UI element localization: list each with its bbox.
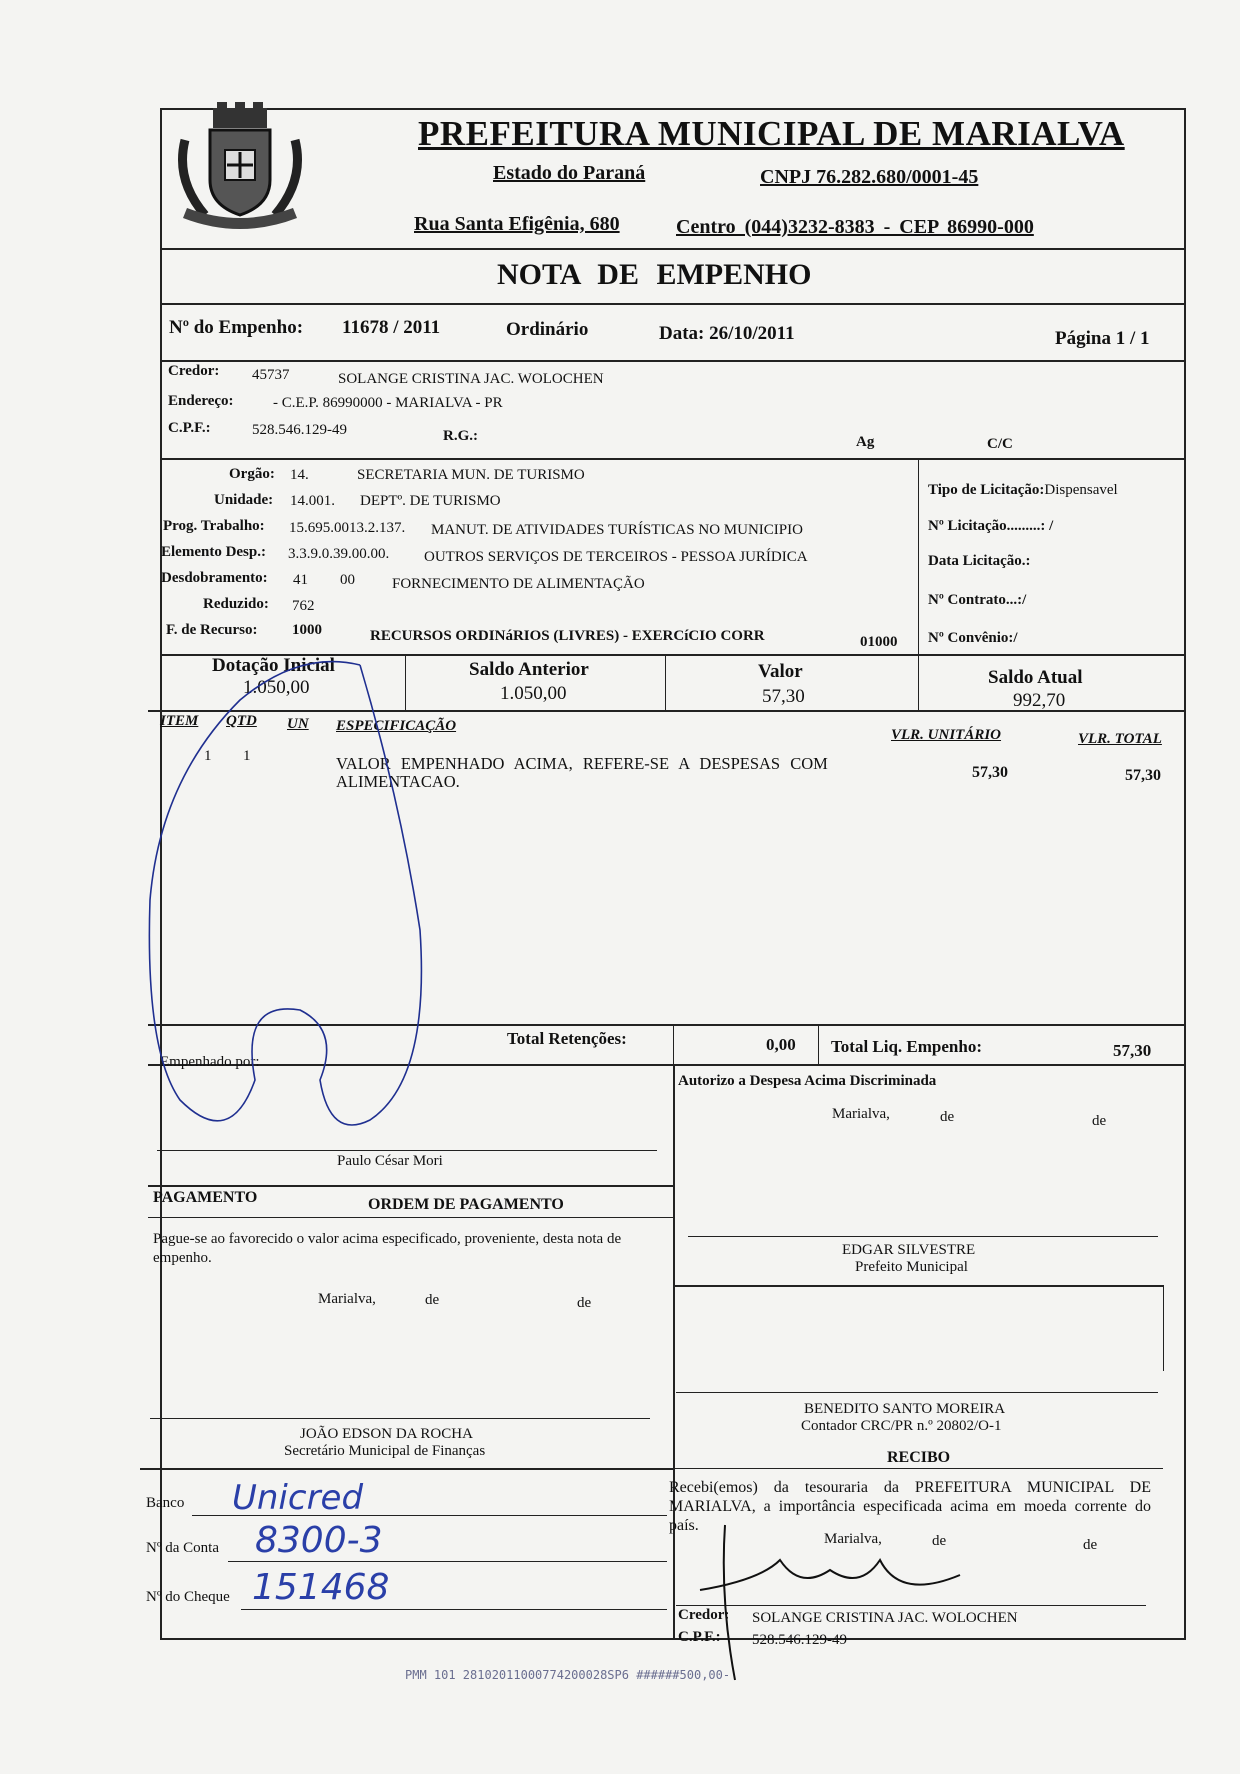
pagamento-text: Pague-se ao favorecido o valor acima especificado, proveniente, desta nota de empenho. (153, 1231, 622, 1266)
empenho-number: 11678 / 2011 (342, 317, 441, 338)
recibo-title: RECIBO (887, 1449, 951, 1466)
fonte-code: 1000 (292, 622, 322, 638)
licitacao-data: Data Licitação.: (928, 553, 1031, 569)
empenhado-por-name: Paulo César Mori (337, 1153, 443, 1169)
item-number: 1 (204, 748, 212, 764)
secretario-name: JOÃO EDSON DA ROCHA (300, 1426, 473, 1442)
street-address: Rua Santa Efigênia, 680 (414, 213, 620, 235)
elemento-code: 3.3.9.0.39.00.00. (288, 546, 390, 562)
credor-code: 45737 (252, 367, 290, 383)
prog-name: MANUT. DE ATIVIDADES TURÍSTICAS NO MUNICIPIO (431, 522, 803, 538)
recibo-de1: de (932, 1533, 947, 1549)
col-un: UN (287, 716, 309, 732)
page-number: Página 1 / 1 (1055, 328, 1150, 349)
retencoes-label: Total Retenções: (507, 1029, 627, 1048)
recibo-text: Recebi(emos) da tesouraria da PREFEITURA MUNICIPAL DE MARIALVA, a importância especificada acima em moeda corrente do país. (669, 1479, 1151, 1534)
licitacao-tipo: Tipo de Licitação:Dispensavel (928, 482, 1118, 498)
item-quantity: 1 (243, 748, 251, 764)
valor-value: 57,30 (762, 686, 805, 707)
pagamento-label: PAGAMENTO (153, 1189, 258, 1206)
orgao-code: 14. (290, 467, 309, 483)
saldo-anterior-label: Saldo Anterior (469, 659, 589, 680)
liquido-label: Total Liq. Empenho: (831, 1037, 982, 1056)
desdobramento-code: 41 (293, 572, 308, 588)
desdobramento-name: FORNECIMENTO DE ALIMENTAÇÃO (392, 576, 645, 592)
pagamento-place: Marialva, (318, 1291, 376, 1307)
col-valor-unitario: VLR. UNITÁRIO (891, 727, 1002, 743)
elemento-name: OUTROS SERVIÇOS DE TERCEIROS - PESSOA JURÍDICA (424, 549, 808, 565)
col-especificacao: ESPECIFICAÇÃO (336, 718, 457, 734)
item-unit-value: 57,30 (972, 764, 1008, 781)
banco-handwritten: Unicred (232, 1478, 364, 1518)
orgao-name: SECRETARIA MUN. DE TURISMO (357, 467, 585, 483)
conta-label: Nº da Conta (146, 1540, 219, 1556)
recibo-de2: de (1083, 1537, 1098, 1553)
credor-name: SOLANGE CRISTINA JAC. WOLOCHEN (338, 371, 604, 387)
credor-label: Credor: (168, 363, 220, 379)
municipal-coat-of-arms (165, 100, 315, 240)
retencoes-value: 0,00 (766, 1035, 796, 1054)
unidade-code: 14.001. (290, 493, 335, 509)
autorizo-place: Marialva, (832, 1106, 890, 1122)
liquido-value: 57,30 (1113, 1041, 1152, 1060)
recibo-place: Marialva, (824, 1531, 882, 1547)
col-valor-total: VLR. TOTAL (1078, 731, 1162, 747)
cnpj: CNPJ 76.282.680/0001-45 (760, 166, 979, 188)
secretario-title: Secretário Municipal de Finanças (284, 1443, 486, 1459)
convenio-numero: Nº Convênio:/ (928, 630, 1018, 646)
endereco-label: Endereço: (168, 393, 234, 409)
cpf-value: 528.546.129-49 (252, 422, 347, 438)
footer-code: PMM 101 28102011000774200028SP6 ######500,00- (405, 1668, 731, 1682)
pagamento-de1: de (425, 1292, 440, 1308)
recibo-credor-name: SOLANGE CRISTINA JAC. WOLOCHEN (752, 1610, 1018, 1626)
fonte-number: 01000 (860, 634, 898, 650)
saldo-anterior-value: 1.050,00 (500, 683, 567, 704)
state-name: Estado do Paraná (493, 162, 646, 184)
col-item: ITEM (160, 713, 199, 729)
desdobramento-label: Desdobramento: (161, 570, 268, 586)
elemento-label: Elemento Desp.: (161, 544, 266, 560)
address-contact: Centro (044)3232-8383 - CEP 86990-000 (676, 216, 1034, 238)
document-title: NOTA DE EMPENHO (497, 258, 812, 291)
cc-label: C/C (987, 436, 1013, 452)
prefeito-name: EDGAR SILVESTRE (842, 1242, 976, 1258)
endereco-value: - C.E.P. 86990000 - MARIALVA - PR (273, 395, 503, 411)
municipality-title: PREFEITURA MUNICIPAL DE MARIALVA (418, 114, 1125, 153)
prog-label: Prog. Trabalho: (163, 518, 265, 534)
prog-code: 15.695.0013.2.137. (289, 520, 406, 536)
prefeito-title: Prefeito Municipal (855, 1259, 968, 1275)
cheque-handwritten: 151468 (252, 1567, 390, 1608)
fonte-name: RECURSOS ORDINáRIOS (LIVRES) - EXERCíCIO CORR (370, 628, 765, 644)
unidade-label: Unidade: (214, 492, 274, 508)
item-spec-line2: ALIMENTACAO. (336, 772, 460, 791)
ordem-pagamento: ORDEM DE PAGAMENTO (368, 1196, 564, 1213)
banco-label: Banco (146, 1495, 185, 1511)
pagamento-de2: de (577, 1295, 592, 1311)
empenho-type: Ordinário (506, 319, 589, 340)
rg-label: R.G.: (443, 428, 478, 444)
empenho-label: Nº do Empenho: (169, 317, 304, 338)
cheque-label: Nº do Cheque (146, 1589, 230, 1605)
empenho-date: Data: 26/10/2011 (659, 323, 795, 344)
recibo-credor-label: Credor: (678, 1607, 730, 1623)
orgao-label: Orgão: (229, 466, 275, 482)
reduzido-value: 762 (292, 598, 315, 614)
col-qtd: QTD (226, 713, 257, 729)
desdobramento-sub: 00 (340, 572, 355, 588)
autorizo-de2: de (1092, 1113, 1107, 1129)
item-total-value: 57,30 (1125, 767, 1161, 784)
cpf-label: C.P.F.: (168, 420, 211, 436)
empenhado-por-label: Empenhado por: (160, 1054, 260, 1070)
dotacao-value: 1.050,00 (243, 677, 310, 698)
ag-label: Ag (856, 434, 875, 450)
autorizo-text: Autorizo a Despesa Acima Discriminada (678, 1073, 937, 1089)
recibo-cpf-label: C.P.F.: (678, 1629, 721, 1645)
autorizo-de1: de (940, 1109, 955, 1125)
saldo-atual-label: Saldo Atual (988, 667, 1083, 688)
valor-label: Valor (758, 661, 803, 682)
dotacao-label: Dotação Inicial (212, 655, 335, 676)
contrato-numero: Nº Contrato...:/ (928, 592, 1027, 608)
conta-handwritten: 8300-3 (255, 1520, 383, 1561)
unidade-name: DEPTº. DE TURISMO (360, 493, 501, 509)
item-spec-line1: VALOR EMPENHADO ACIMA, REFERE-SE A DESPESAS COM (336, 754, 828, 773)
recibo-cpf-value: 528.546.129-49 (752, 1632, 847, 1648)
contador-name: BENEDITO SANTO MOREIRA (804, 1401, 1006, 1417)
saldo-atual-value: 992,70 (1013, 690, 1066, 711)
fonte-label: F. de Recurso: (166, 622, 258, 638)
contador-title: Contador CRC/PR n.º 20802/O-1 (801, 1418, 1002, 1434)
reduzido-label: Reduzido: (203, 596, 269, 612)
licitacao-numero: Nº Licitação.........: / (928, 518, 1054, 534)
